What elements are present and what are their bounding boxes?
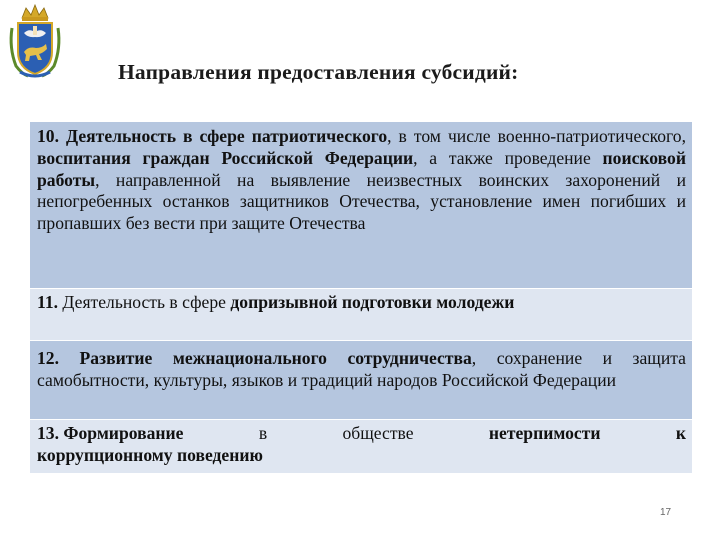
- item-text-bold: допризывной подготовки молодежи: [230, 292, 515, 312]
- item-number: 11.: [37, 292, 59, 312]
- item-text-bold: поисковой работы: [37, 147, 686, 190]
- slide-number: 17: [660, 507, 672, 518]
- item-text-bold: Деятельность в сфере патриотического: [66, 126, 388, 146]
- item-number: 12.: [37, 348, 59, 368]
- item-line: [37, 423, 686, 445]
- item-text: Деятельность в сфере: [58, 292, 231, 312]
- item-text: обществе: [342, 423, 414, 443]
- item-text-bold: Формирование: [59, 423, 184, 443]
- item-text: , сохранение и защита самобытности, культуры, языков и традиций народов Российской Федерации: [37, 348, 686, 390]
- item-text-bold: к: [675, 423, 686, 443]
- page-title: Направления предоставления субсидий:: [118, 60, 519, 84]
- coat-of-arms-icon: [6, 2, 64, 80]
- item-text: , а также проведение: [413, 147, 603, 168]
- item-text-bold: коррупционному поведению: [37, 444, 263, 465]
- item-text-bold: Развитие межнационального сотрудничества: [59, 348, 472, 368]
- item-text-bold: нетерпимости: [488, 423, 601, 443]
- item-text-bold: [37, 423, 183, 445]
- subsidy-directions-list: [30, 122, 692, 473]
- list-item-10: [30, 122, 692, 288]
- item-number: 10.: [37, 126, 59, 146]
- item-number: 13.: [37, 423, 59, 443]
- item-text: в: [258, 423, 268, 443]
- list-item-13: [30, 419, 692, 473]
- item-text: , направленной на выявление неизвестных воинских захоронений и непогребенных останков защитников Отечества, установление имен погибших и пропавших без вести при защите Отечества: [37, 169, 686, 234]
- list-item-12: [30, 340, 692, 419]
- item-text-bold: воспитания граждан Российской Федерации: [37, 147, 414, 168]
- item-text: , в том числе военно-патриотического,: [387, 126, 687, 146]
- list-item-11: [30, 288, 692, 340]
